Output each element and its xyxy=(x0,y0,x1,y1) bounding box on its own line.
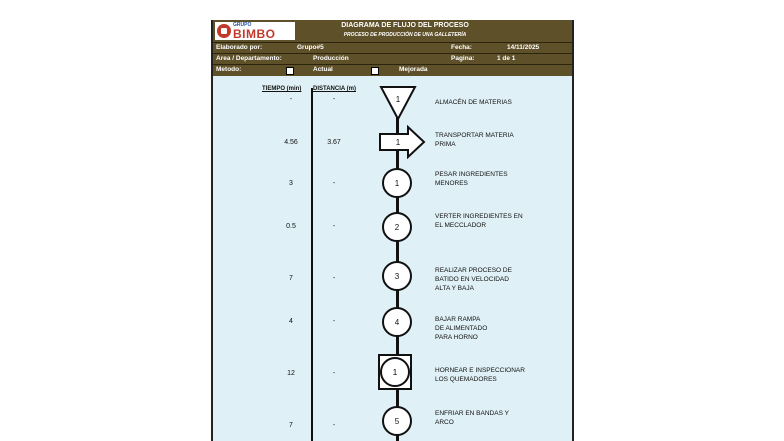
operation-circle-icon xyxy=(382,261,412,291)
step-2-description: TRANSPORTAR MATERIA PRIMA xyxy=(435,132,514,148)
step-1-tiempo: - xyxy=(289,96,293,103)
elaborado-label: Elaborado por: xyxy=(216,44,263,51)
step-1-description: ALMACÉN DE MATERIAS xyxy=(435,99,512,106)
header-band xyxy=(213,20,572,76)
step-6-distancia: - xyxy=(332,318,336,325)
pagina-value: 1 de 1 xyxy=(497,55,516,62)
actual-checkbox[interactable] xyxy=(286,67,294,75)
step-5-number: 3 xyxy=(394,271,400,281)
step-8-distancia: - xyxy=(332,422,336,429)
col-header-distancia: DISTANCIA (m) xyxy=(313,86,356,92)
mejorada-label: Mejorada xyxy=(399,66,428,73)
fecha-value: 14/11/2025 xyxy=(507,44,540,51)
area-value: Producción xyxy=(313,55,349,62)
col-header-tiempo: TIEMPO (min) xyxy=(262,86,302,92)
step-7-tiempo: 12 xyxy=(287,370,295,377)
header-row-elaborado xyxy=(213,42,572,53)
actual-label: Actual xyxy=(313,66,333,73)
combined-inner-circle xyxy=(380,357,410,387)
document-subtitle: PROCESO DE PRODUCCIÓN DE UNA GALLETERÍA xyxy=(343,32,467,38)
step-7-distancia: - xyxy=(332,370,336,377)
operation-circle-icon xyxy=(382,406,412,436)
step-7-number: 1 xyxy=(392,367,398,377)
step-8-description: ENFRIAR EN BANDAS Y ARCO xyxy=(435,410,509,426)
pagina-label: Pagina: xyxy=(451,55,475,62)
step-3-distancia: - xyxy=(332,180,336,187)
step-5-tiempo: 7 xyxy=(289,275,293,282)
operation-circle-icon xyxy=(382,212,412,242)
step-2-distancia: 3.67 xyxy=(327,139,341,146)
step-3-number: 1 xyxy=(394,178,400,188)
elaborado-value: Grupo#5 xyxy=(297,44,324,51)
step-7-description: HORNEAR E INSPECCIONAR LOS QUEMADORES xyxy=(435,367,525,383)
storage-triangle-icon xyxy=(379,85,417,121)
logo-small-text: GRUPO xyxy=(233,21,252,28)
step-4-description: VERTER INGREDIENTES EN EL MECCLADOR xyxy=(435,213,523,229)
column-divider xyxy=(311,88,313,441)
step-4-tiempo: 0.5 xyxy=(286,223,296,230)
step-8-tiempo: 7 xyxy=(289,422,293,429)
flow-process-sheet xyxy=(211,20,574,441)
logo-big-text: BIMBO xyxy=(233,26,276,41)
document-title: DIAGRAMA DE FLUJO DEL PROCESO xyxy=(341,22,469,29)
step-6-tiempo: 4 xyxy=(289,318,293,325)
step-2-number: 1 xyxy=(395,138,401,147)
step-8-number: 5 xyxy=(394,416,400,426)
area-label: Area / Departamento: xyxy=(216,55,282,62)
metodo-label: Metodo: xyxy=(216,66,242,73)
operation-inspection-combined-icon xyxy=(378,354,412,390)
step-1-number: 1 xyxy=(395,95,401,104)
step-6-number: 4 xyxy=(394,317,400,327)
operation-circle-icon xyxy=(382,168,412,198)
header-row-area xyxy=(213,53,572,64)
operation-circle-icon xyxy=(382,307,412,337)
logo-bear-icon xyxy=(217,24,231,38)
header-row-metodo xyxy=(213,64,572,75)
step-3-description: PESAR INGREDIENTES MENORES xyxy=(435,171,508,187)
step-5-description: REALIZAR PROCESO DE BATIDO EN VELOCIDAD ALTA Y BAJA xyxy=(435,267,512,292)
step-2-tiempo: 4.56 xyxy=(284,139,298,146)
company-logo xyxy=(215,22,295,40)
step-4-distancia: - xyxy=(332,223,336,230)
mejorada-checkbox[interactable] xyxy=(371,67,379,75)
transport-arrow-icon xyxy=(378,125,426,159)
step-5-distancia: - xyxy=(332,275,336,282)
step-3-tiempo: 3 xyxy=(289,180,293,187)
step-1-distancia: - xyxy=(332,96,336,103)
step-6-description: BAJAR RAMPA DE ALIMENTADO PARA HORNO xyxy=(435,316,488,341)
step-4-number: 2 xyxy=(394,222,400,232)
fecha-label: Fecha: xyxy=(451,44,472,51)
